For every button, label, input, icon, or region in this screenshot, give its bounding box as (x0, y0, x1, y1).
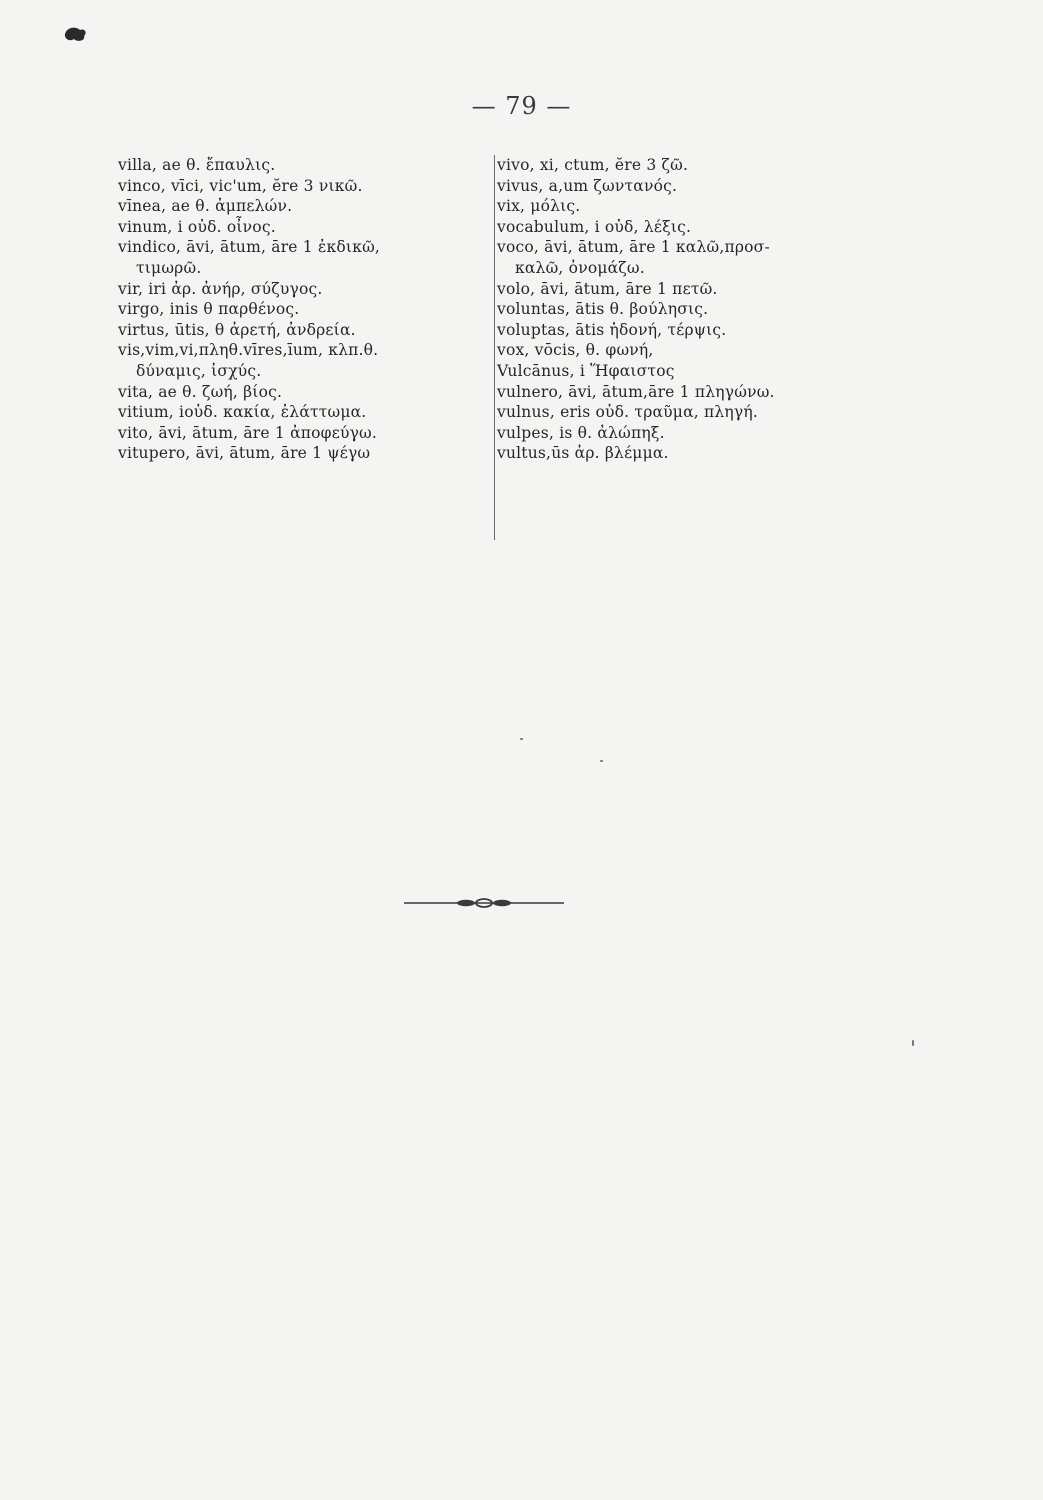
dictionary-entry (118, 340, 494, 381)
entry-headword-line: vivo, xi, ctum, ĕre 3 ζῶ. (497, 156, 689, 174)
dictionary-entry (497, 382, 797, 403)
dictionary-entry (118, 237, 494, 278)
page-number: — 79 — (471, 92, 572, 120)
entry-headword-line: virtus, ūtis, θ ἀρετή, ἀνδρεία. (118, 320, 356, 339)
dictionary-entry (118, 176, 494, 197)
dictionary-entry (497, 299, 797, 320)
entry-headword-line: vultus,ūs ἀρ. βλέμμα. (497, 444, 669, 463)
dictionary-entry (497, 217, 797, 238)
end-ornament (404, 896, 564, 910)
entry-headword-line: Vulcānus, i Ἥφαιστος (497, 361, 675, 380)
dictionary-entry (118, 443, 494, 464)
dictionary-entry (497, 423, 797, 444)
entry-headword-line: vulpes, is θ. ἀλώπηξ. (497, 423, 665, 442)
dictionary-entry (118, 423, 494, 444)
entry-headword-line: voco, āvi, ātum, āre 1 καλῶ,προσ- (497, 238, 770, 257)
entry-headword-line: vox, vōcis, θ. φωνή, (497, 341, 654, 360)
entry-headword-line: vinco, vīci, vic'um, ĕre 3 νικῶ. (118, 176, 363, 195)
entry-headword-line: vivus, a,um ζωντανός. (497, 176, 678, 195)
dictionary-entry (497, 155, 797, 176)
entry-headword-line: villa, ae θ. ἔπαυλις. (118, 156, 276, 174)
entry-continuation-line: καλῶ, ὀνομάζω. (515, 258, 645, 277)
entry-headword-line: virgo, inis θ παρθένος. (118, 300, 300, 319)
entry-continuation-line: δύναμις, ἰσχύς. (136, 361, 262, 380)
left-column (118, 155, 494, 464)
dictionary-entry (497, 196, 797, 217)
dictionary-entry (118, 382, 494, 403)
entry-headword-line: vir, iri ἀρ. ἀνήρ, σύζυγος. (118, 279, 323, 298)
dictionary-entry (497, 402, 797, 423)
dictionary-entry (497, 279, 797, 300)
entry-headword-line: vulnero, āvi, ātum,āre 1 πληγώνω. (497, 382, 775, 401)
entry-headword-line: vito, āvi, ātum, āre 1 ἀποφεύγω. (118, 423, 378, 442)
entry-headword-line: vis,vim,vi,πληθ.vīres,īum, κλπ.θ. (118, 341, 379, 360)
entry-headword-line: volo, āvi, ātum, āre 1 πετῶ. (497, 279, 718, 298)
paper-speck (600, 760, 603, 762)
dictionary-entry (118, 402, 494, 423)
ink-blot-mark (62, 24, 90, 44)
entry-headword-line: vīnea, ae θ. ἀμπελών. (118, 197, 293, 216)
entry-headword-line: vitupero, āvi, ātum, āre 1 ψέγω (118, 444, 371, 463)
entry-headword-line: vinum, i οὐδ. οἶνος. (118, 217, 276, 236)
dictionary-entry (118, 299, 494, 320)
entry-headword-line: vocabulum, i οὐδ, λέξις. (497, 217, 692, 236)
dictionary-entry (118, 196, 494, 217)
dictionary-entry (497, 340, 797, 361)
entry-continuation-line: τιμωρῶ. (136, 258, 202, 277)
paper-speck (912, 1040, 914, 1046)
entry-headword-line: voluptas, ātis ἡδονή, τέρψις. (497, 320, 727, 339)
entry-headword-line: vix, μόλις. (497, 197, 581, 216)
dictionary-entry (118, 155, 494, 176)
paper-speck (520, 738, 523, 740)
dictionary-entry (118, 320, 494, 341)
dictionary-entry (497, 443, 797, 464)
entry-headword-line: vulnus, eris οὐδ. τραῦμα, πληγή. (497, 403, 758, 422)
entry-headword-line: voluntas, ātis θ. βούλησις. (497, 300, 709, 319)
right-column (497, 155, 797, 464)
dictionary-entry (118, 279, 494, 300)
dictionary-entry (497, 237, 797, 278)
column-divider (494, 155, 495, 540)
entry-headword-line: vindico, āvi, ātum, āre 1 ἐκδικῶ, (118, 238, 381, 257)
dictionary-entry (497, 361, 797, 382)
dictionary-entry (497, 320, 797, 341)
dictionary-entry (497, 176, 797, 197)
dictionary-entry (118, 217, 494, 238)
entry-headword-line: vitium, ioὐδ. κακία, ἐλάττωμα. (118, 403, 367, 422)
entry-headword-line: vita, ae θ. ζωή, βίος. (118, 382, 283, 401)
